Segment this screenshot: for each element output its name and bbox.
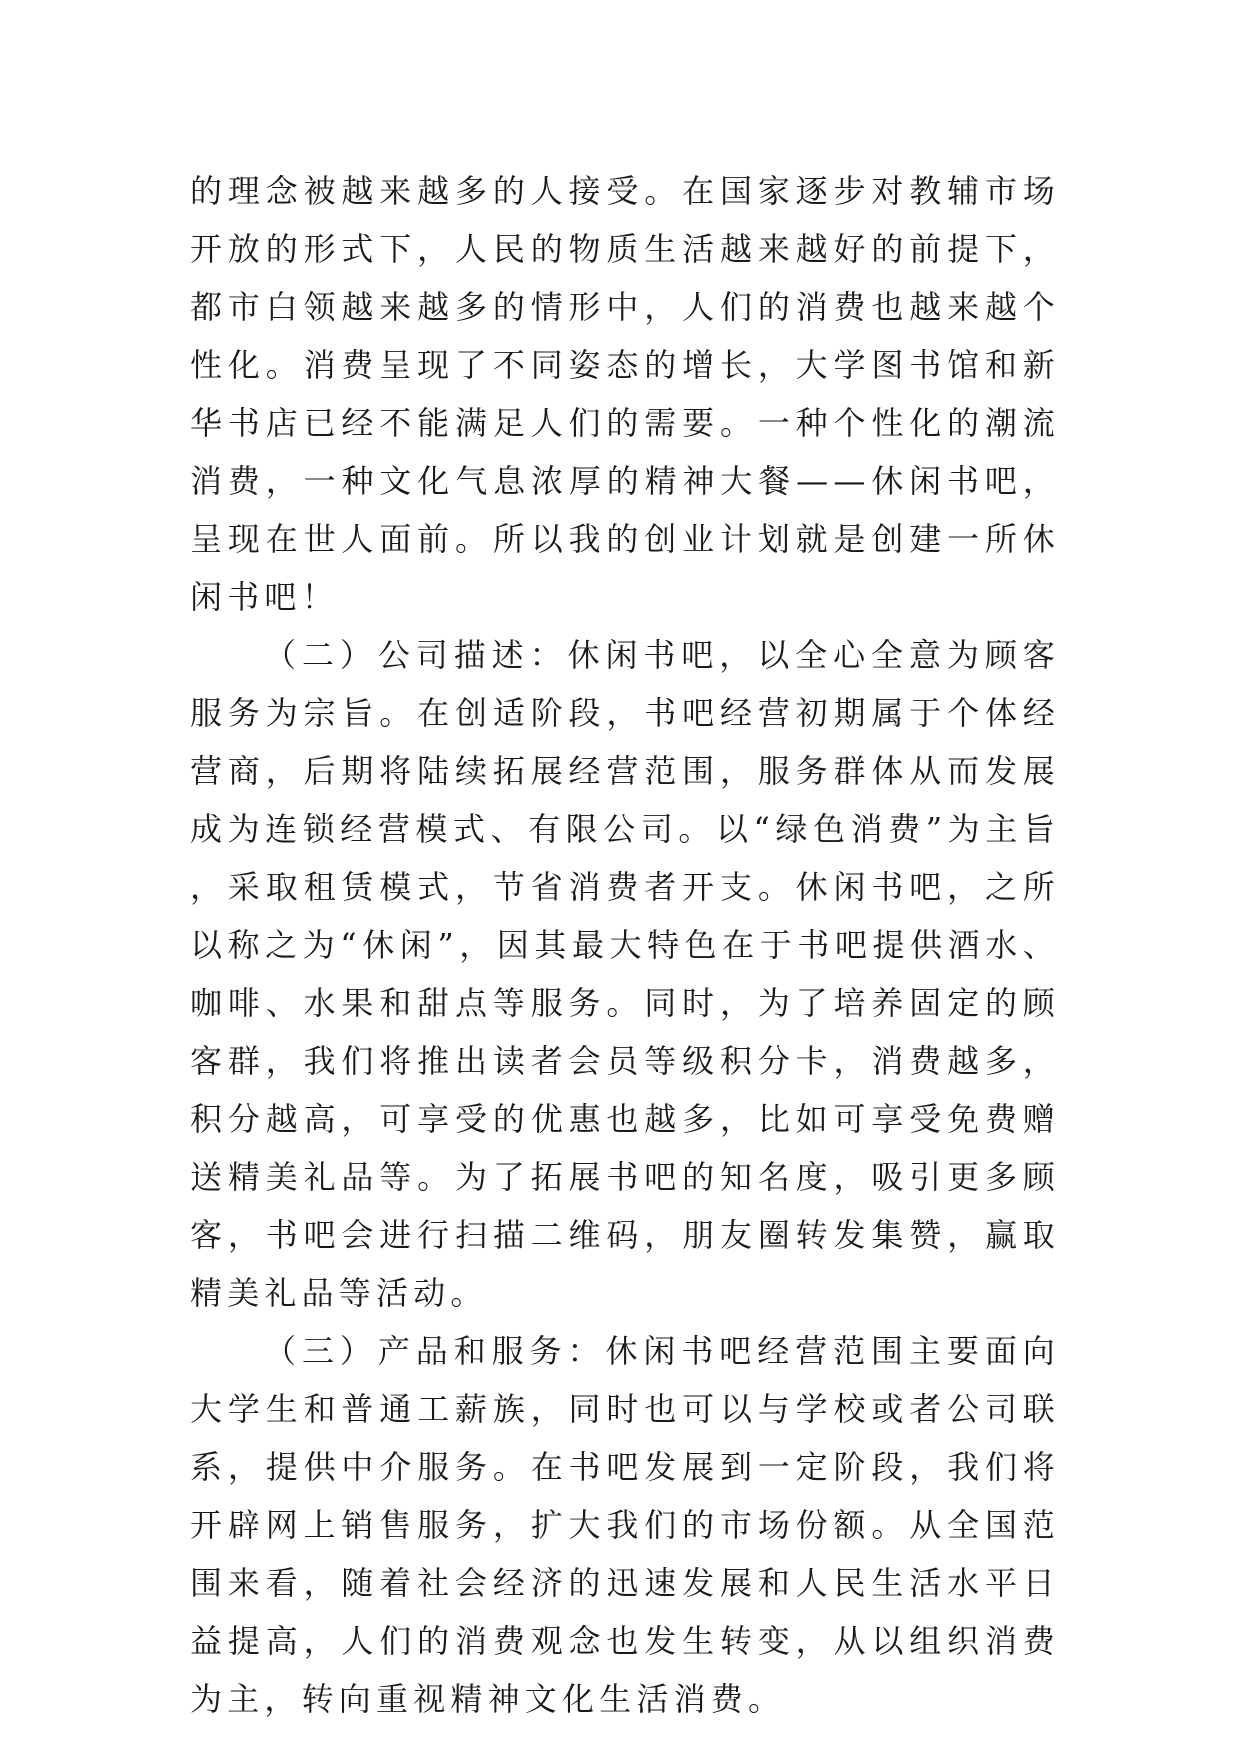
paragraph-products-services: （三）产品和服务：休闲书吧经营范围主要面向大学生和普通工薪族，同时也可以与学校或者公司联系，提供中介服务。在书吧发展到一定阶段，我们将开辟网上销售服务，扩大我们的市场份额。从全国范围来看，随着社会经济的迅速发展和人民生活水平日益提高，人们的消费观念也发生转变，从以组织消费为主，转向重视精神文化生活消费。 bbox=[190, 1332, 1060, 1718]
document-body bbox=[190, 162, 1060, 1728]
paragraph-intro-continuation: 的理念被越来越多的人接受。在国家逐步对教辅市场开放的形式下，人民的物质生活越来越好的前提下，都市白领越来越多的情形中，人们的消费也越来越个性化。消费呈现了不同姿态的增长，大学图书馆和新华书店已经不能满足人们的需要。一种个性化的潮流消费，一种文化气息浓厚的精神大餐——休闲书吧，呈现在世人面前。所以我的创业计划就是创建一所休闲书吧！ bbox=[190, 172, 1060, 616]
paragraph-company-description: （二）公司描述：休闲书吧，以全心全意为顾客服务为宗旨。在创适阶段，书吧经营初期属于个体经营商，后期将陆续拓展经营范围，服务群体从而发展成为连锁经营模式、有限公司。以“绿色消费”为主旨，采取租赁模式，节省消费者开支。休闲书吧，之所以称之为“休闲”，因其最大特色在于书吧提供酒水、咖啡、水果和甜点等服务。同时，为了培养固定的顾客群，我们将推出读者会员等级积分卡，消费越多，积分越高，可享受的优惠也越多，比如可享受免费赠送精美礼品等。为了拓展书吧的知名度，吸引更多顾客，书吧会进行扫描二维码，朋友圈转发集赞，赢取精美礼品等活动。 bbox=[190, 636, 1060, 1312]
